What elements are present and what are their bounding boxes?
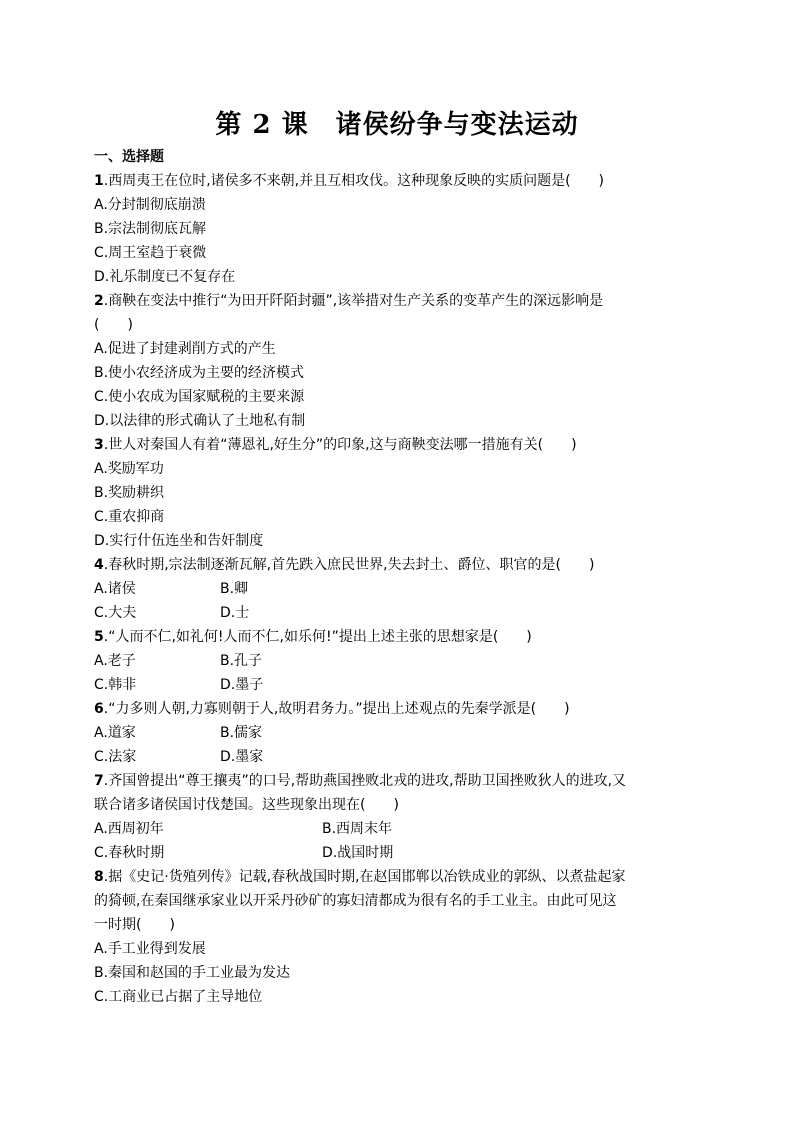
option-a: A.分封制彻底崩溃 [94,197,206,213]
option-row [94,817,704,841]
question-number: 4 [94,557,104,573]
question-number: 2 [94,293,104,309]
section-heading: 一、选择题 [94,149,164,165]
option-b: B.卿 [220,581,249,597]
option-row [94,841,704,865]
question-3-stem [94,433,704,457]
option-d: D.墨子 [220,677,264,693]
option-d: D.墨家 [220,749,264,765]
option-b: B.秦国和赵国的手工业最为发达 [94,965,291,981]
option-c: C.春秋时期 [94,845,165,861]
option-a: A.西周初年 [94,821,164,837]
question-number: 1 [94,173,104,189]
question-7-stem [94,769,704,793]
question-text: .西周夷王在位时,诸侯多不来朝,并且互相攻伐。这种现象反映的实质问题是( ) [103,173,605,189]
question-list [94,145,704,1009]
option-b: B.孔子 [220,653,263,669]
option-c: C.重农抑商 [94,509,165,525]
question-2-stem-cont: ( ) [94,317,133,333]
question-8-stem-cont: 的猗顿,在秦国继承家业以开采丹砂矿的寡妇清都成为很有名的手工业主。由此可见这 [94,893,617,909]
option-a: A.诸侯 [94,581,136,597]
option-d: D.士 [220,605,250,621]
option-b: B.宗法制彻底瓦解 [94,221,207,237]
option-a: A.道家 [94,725,136,741]
question-number: 8 [94,869,104,885]
option-row [94,649,704,673]
option-c: C.大夫 [94,605,137,621]
question-8-stem-cont: 一时期( ) [94,917,175,933]
option-row [94,673,704,697]
question-text: .“力多则人朝,力寡则朝于人,故明君务力。”提出上述观点的先秦学派是( ) [103,701,570,717]
page-title: 第 2 课 诸侯纷争与变法运动 [215,110,579,140]
option-row [94,745,704,769]
question-7-stem-cont: 联合诸多诸侯国讨伐楚国。这些现象出现在( ) [94,797,399,813]
option-d: D.以法律的形式确认了土地私有制 [94,413,306,429]
option-row [94,721,704,745]
question-number: 5 [94,629,104,645]
option-c: C.韩非 [94,677,137,693]
question-number: 6 [94,701,104,717]
option-row [94,601,704,625]
option-c: C.工商业已占据了主导地位 [94,989,263,1005]
question-number: 7 [94,773,104,789]
question-text: .商鞅在变法中推行“为田开阡陌封疆”,该举措对生产关系的变革产生的深远影响是 [103,293,604,309]
question-8-stem [94,865,704,889]
option-b: B.使小农经济成为主要的经济模式 [94,365,305,381]
option-b: B.奖励耕织 [94,485,165,501]
option-a: A.手工业得到发展 [94,941,206,957]
question-text: .世人对秦国人有着“薄恩礼,好生分”的印象,这与商鞅变法哪一措施有关( ) [103,437,577,453]
question-text: .“人而不仁,如礼何!人而不仁,如乐何!”提出上述主张的思想家是( ) [103,629,532,645]
question-6-stem [94,697,704,721]
question-1-stem [94,169,704,193]
option-b: B.儒家 [220,725,263,741]
question-text: .齐国曾提出“尊王攘夷”的口号,帮助燕国挫败北戎的进攻,帮助卫国挫败狄人的进攻,又 [103,773,627,789]
option-b: B.西周末年 [322,821,393,837]
option-a: A.奖励军功 [94,461,164,477]
option-d: D.礼乐制度已不复存在 [94,269,236,285]
question-number: 3 [94,437,104,453]
option-a: A.老子 [94,653,136,669]
question-text: .据《史记·货殖列传》记载,春秋战国时期,在赵国邯郸以冶铁成业的郭纵、以煮盐起家 [103,869,626,885]
option-d: D.战国时期 [322,845,394,861]
option-d: D.实行什伍连坐和告奸制度 [94,533,264,549]
question-5-stem [94,625,704,649]
option-c: C.使小农成为国家赋税的主要来源 [94,389,305,405]
option-row [94,577,704,601]
question-text: .春秋时期,宗法制逐渐瓦解,首先跌入庶民世界,失去封土、爵位、职官的是( ) [103,557,595,573]
question-4-stem [94,553,704,577]
question-2-stem [94,289,704,313]
option-c: C.周王室趋于衰微 [94,245,207,261]
option-c: C.法家 [94,749,137,765]
option-a: A.促进了封建剥削方式的产生 [94,341,276,357]
